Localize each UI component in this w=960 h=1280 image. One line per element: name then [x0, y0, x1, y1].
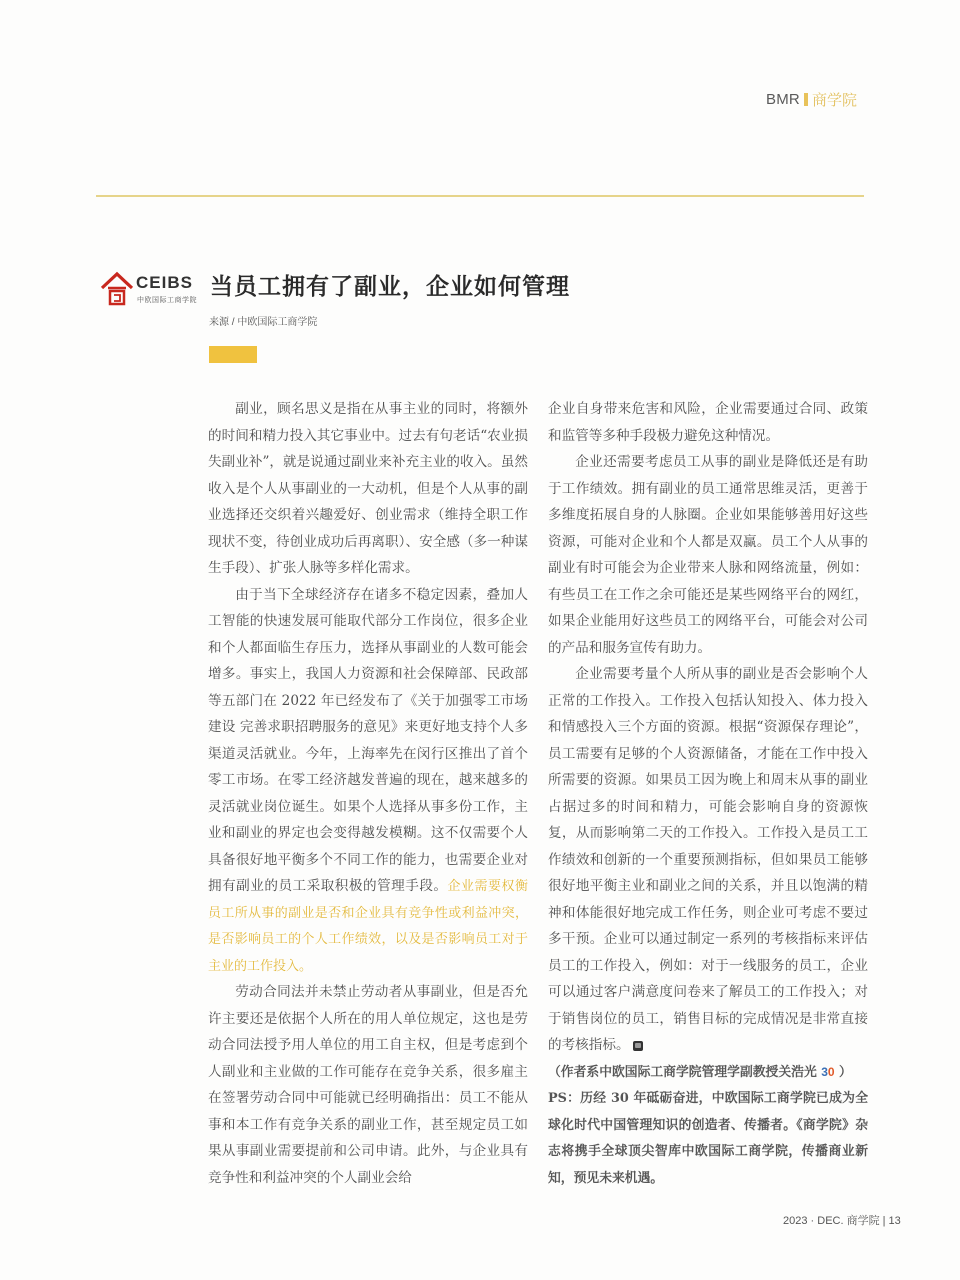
paragraph: 劳动合同法并未禁止劳动者从事副业，但是否允许主要还是依据个人所在的用人单位规定，这也是劳动合同法授予用人单位的用工自主权，但是考虑到个人副业和主业做的工作可能存在竞争关系，很多雇主在签署劳动合同中可能就已经明确指出：员工不能从事和本工作有竞争关系的副业工作，甚至规定员工如果从事副业需要提前和公司申请。此外，与企业具有竞争性和利益冲突的个人副业会给: [208, 984, 528, 1186]
article-title: 当员工拥有了副业，企业如何管理: [210, 273, 570, 300]
paragraph: [548, 661, 868, 1059]
paragraph-text: 由于当下全球经济存在诸多不稳定因素，叠加人工智能的快速发展可能取代部分工作岗位，很多企业和个人都面临生存压力，选择从事副业的人数可能会增多。事实上，我国人力资源和社会保障部、民政部等五部门在 2022 年已经发布了《关于加强零工市场建设 完善求职招聘服务的意见》来更好地支持个人多渠道灵活就业。今年，上海率先在闵行区推出了首个零工市场。在零工经济越发普遍的现在，越来越多的灵活就业岗位诞生。如果个人选择从事多份工作，主业和副业的界定也会变得越发模糊。这不仅需要个人具备很好地平衡多个不同工作的能力，也需要企业对拥有副业的员工采取积极的管理手段。: [208, 586, 528, 894]
postscript: PS：历经 30 年砥砺奋进，中欧国际工商学院已成为全球化时代中国管理知识的创造者、传播者。《商学院》杂志将携手全球顶尖智库中欧国际工商学院，传播商业新知，预见未来机遇。: [548, 1091, 868, 1186]
ceibs-logo: [100, 271, 205, 307]
logo-subtext: 中欧国际工商学院: [137, 296, 197, 304]
author-note: [548, 1059, 868, 1087]
brand-separator: [804, 93, 808, 106]
end-of-article-icon: [633, 1041, 643, 1051]
accent-bar: [209, 346, 257, 363]
header-divider: [96, 195, 864, 197]
article-column-left: [208, 396, 528, 1191]
ceibs-roof-icon: [100, 271, 134, 307]
paragraph-continued: 企业自身带来危害和风险，企业需要通过合同、政策和监管等多种手段极力避免这种情况。: [548, 401, 868, 444]
magazine-header: [766, 89, 857, 110]
author-note-close: ）: [839, 1064, 852, 1080]
logo-text: CEIBS: [136, 273, 193, 292]
article-source: 来源 / 中欧国际工商学院: [209, 317, 318, 328]
anniversary-30-icon: 30: [821, 1064, 835, 1079]
paragraph-text: 企业需要考量个人所从事的副业是否会影响个人正常的工作投入。工作投入包括认知投入、体力投入和情感投入三个方面的资源。根据“资源保存理论”，员工需要有足够的个人资源储备，才能在工作中投入所需要的资源。如果员工因为晚上和周末从事的副业占据过多的时间和精力，可能会影响自身的资源恢复，从而影响第二天的工作投入。工作投入是员工工作绩效和创新的一个重要预测指标，但如果员工能够很好地平衡主业和副业之间的关系，并且以饱满的精神和体能很好地完成工作任务，则企业可考虑不要过多干预。企业可以通过制定一系列的考核指标来评估员工的工作投入，例如：对于一线服务的员工，企业可以通过客户满意度问卷来了解员工的工作投入；对于销售岗位的员工，销售目标的完成情况是非常直接的考核指标。: [548, 666, 868, 1053]
paragraph: 副业，顾名思义是指在从事主业的同时，将额外的时间和精力投入其它事业中。过去有句老话“农业损失副业补”，就是说通过副业来补充主业的收入。虽然收入是个人从事副业的一大动机，但是个人从事的副业选择还交织着兴趣爱好、创业需求（维持全职工作现状不变，待创业成功后再离职）、安全感（多一种谋生手段）、扩张人脉等多样化需求。: [208, 401, 528, 576]
author-note-text: （作者系中欧国际工商学院管理学副教授关浩光: [548, 1064, 817, 1080]
paragraph: [208, 582, 528, 980]
article-column-right: [548, 396, 868, 1192]
page-footer: 2023 · DEC. 商学院 | 13: [783, 1215, 901, 1227]
brand-prefix: BMR: [766, 91, 800, 108]
paragraph: 企业还需要考虑员工从事的副业是降低还是有助于工作绩效。拥有副业的员工通常思维灵活，更善于多维度拓展自身的人脉圈。企业如果能够善用好这些资源，可能对企业和个人都是双赢。员工个人从事的副业有时可能会为企业带来人脉和网络流量，例如：有些员工在工作之余可能还是某些网络平台的网红，如果企业能用好这些员工的网络平台，可能会对公司的产品和服务宣传有助力。: [548, 454, 868, 656]
brand-name: 商学院: [811, 92, 857, 109]
highlighted-text: 企业需要权衡员工所从事的副业是否和企业具有竞争性或利益冲突，是否影响员工的个人工作绩效，以及是否影响员工对于主业的工作投入。: [208, 878, 528, 973]
